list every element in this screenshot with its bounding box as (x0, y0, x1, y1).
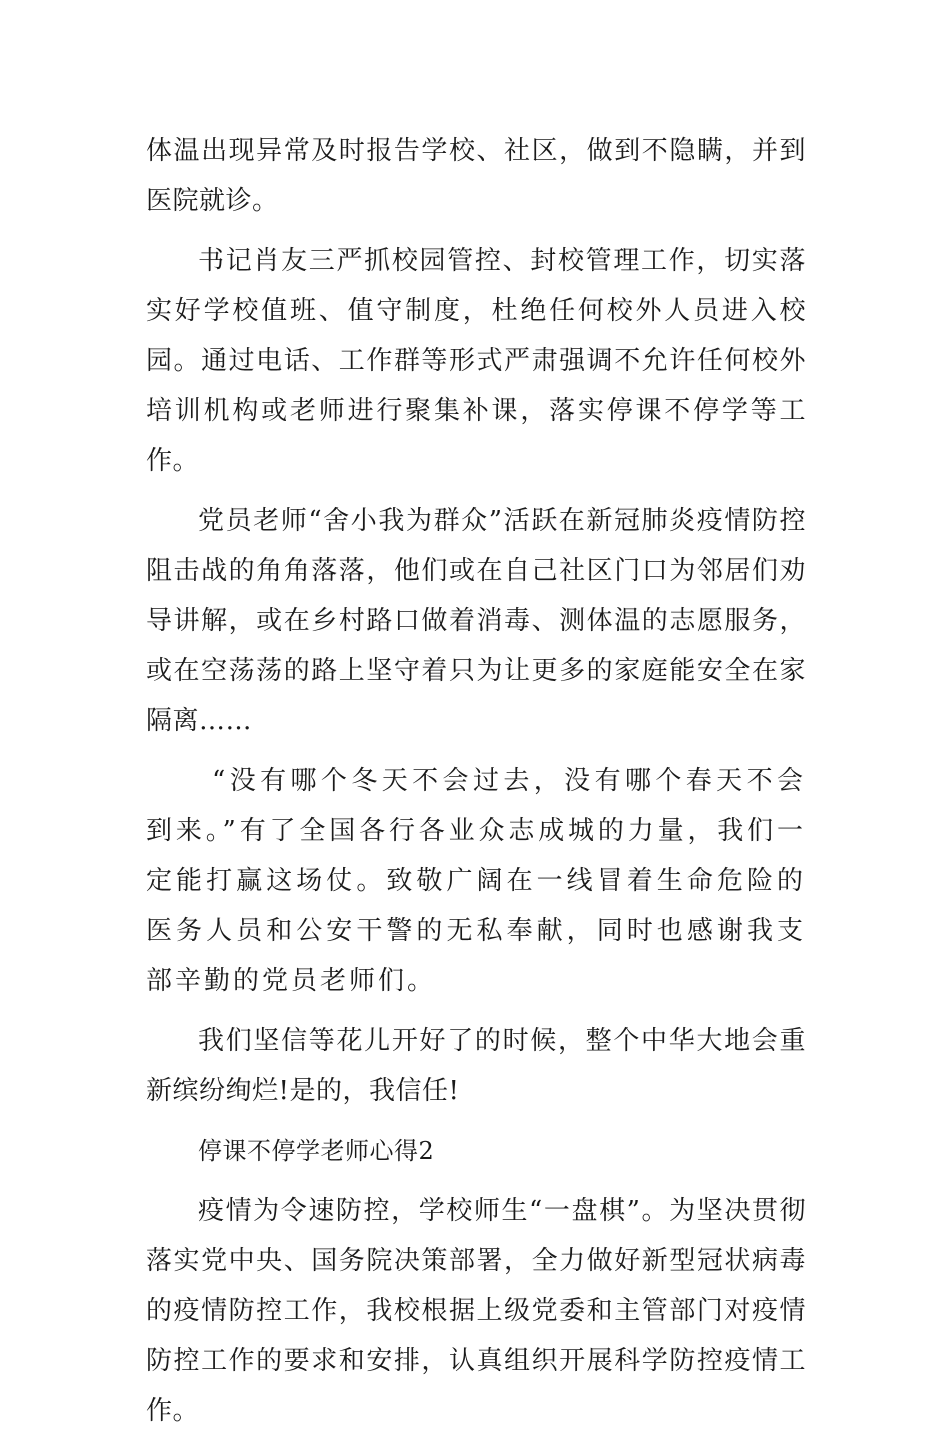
section-heading: 停课不停学老师心得2 (198, 1137, 435, 1165)
paragraph-secretary: 书记肖友三严抓校园管控、封校管理工作，切实落实好学校值班、值守制度，杜绝任何校外人员进入校园。通过电话、工作群等形式严肃强调不允许任何校外培训机构或老师进行聚集补课，落实停课不停学等工作。 (146, 246, 806, 476)
paragraph-continuation: 体温出现异常及时报告学校、社区，做到不隐瞒，并到医院就诊。 (146, 136, 806, 216)
paragraph-party-teachers: 党员老师“舍小我为群众”活跃在新冠肺炎疫情防控阻击战的角角落落，他们或在自己社区门口为邻居们劝导讲解，或在乡村路口做着消毒、测体温的志愿服务，或在空荡荡的路上坚守着只为让更多的家庭能安全在家隔离…… (146, 506, 806, 736)
paragraph-quote: “没有哪个冬天不会过去，没有哪个春天不会到来。”有了全国各行各业众志成城的力量，我们一定能打赢这场仗。致敬广阔在一线冒着生命危险的医务人员和公安干警的无私奉献，同时也感谢我支部辛勤的党员老师们。 (146, 766, 806, 996)
document-body (146, 126, 806, 1446)
paragraph-belief: 我们坚信等花儿开好了的时候，整个中华大地会重新缤纷绚烂!是的，我信任! (146, 1026, 806, 1106)
paragraph-epidemic-control: 疫情为令速防控，学校师生“一盘棋”。为坚决贯彻落实党中央、国务院决策部署，全力做好新型冠状病毒的疫情防控工作，我校根据上级党委和主管部门对疫情防控工作的要求和安排，认真组织开展科学防控疫情工作。 (146, 1196, 806, 1426)
